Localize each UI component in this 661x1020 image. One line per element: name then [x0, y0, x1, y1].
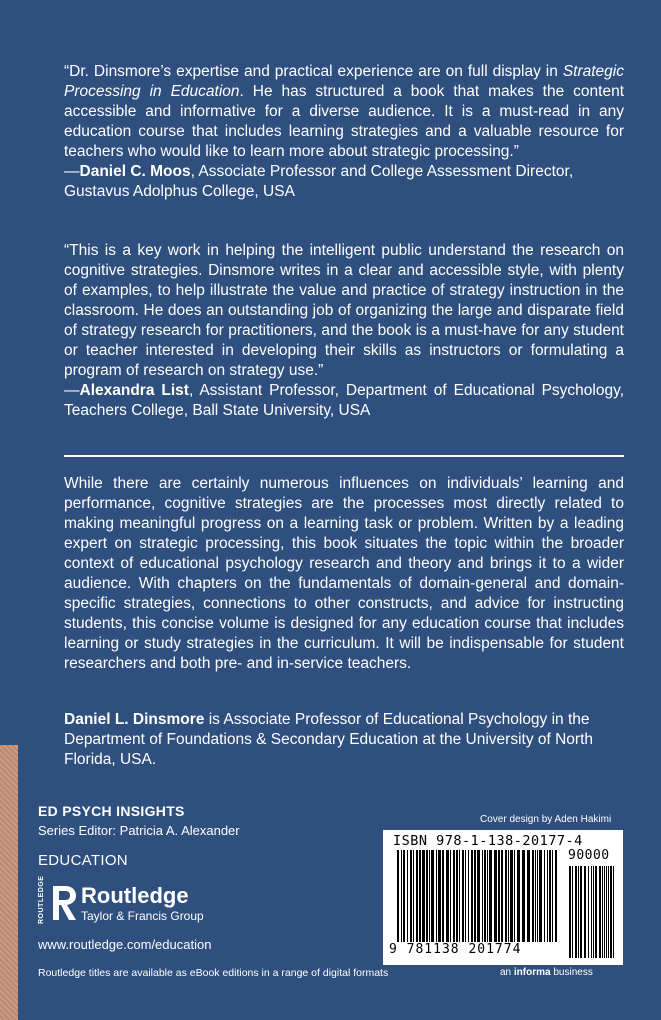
testimonial-moos-attribution: —Daniel C. Moos, Associate Professor and College Assessment Director, Gustavus Adolphus College, USA — [64, 163, 574, 200]
series-info — [38, 803, 240, 838]
subject-category: EDUCATION — [38, 852, 128, 869]
barcode-addon-digits: 90000 — [568, 848, 610, 863]
section-divider — [64, 455, 624, 457]
publisher-vertical-text: ROUTLEDGE — [38, 875, 45, 924]
spine-texture-strip — [0, 745, 18, 1020]
testimonial-list-attribution: —Alexandra List, Assistant Professor, Department of Educational Psychology, Teachers College, Ball State University, USA — [64, 382, 625, 419]
attribution-name: Alexandra List — [79, 382, 189, 399]
testimonial-moos — [64, 62, 624, 202]
testimonial-list-text: “This is a key work in helping the intelligent public understand the research on cognitive strategies. Dinsmore writes in a clear and accessible style, with plenty of examples, to help illustrate the value and practice of strategy instruction in the classroom. He does an outstanding job of organizing the large and disparate field of strategy research for practitioners, and the book is a must-have for any student or teacher interested in developing their skills as instructors or formulating a program of research on strategy use.” — [64, 242, 624, 379]
publisher-website[interactable]: www.routledge.com/education — [38, 937, 212, 952]
attribution-name: Daniel C. Moos — [79, 163, 191, 180]
barcode-digits: 9 781138 201774 — [389, 942, 522, 957]
informa-business-tag: an informa business — [500, 967, 593, 978]
series-editor: Series Editor: Patricia A. Alexander — [38, 823, 240, 838]
publisher-subtitle: Taylor & Francis Group — [81, 909, 204, 923]
ebook-note: Routledge titles are available as eBook editions in a range of digital formats — [38, 967, 389, 979]
isbn-barcode — [383, 830, 623, 965]
testimonial-moos-text: “Dr. Dinsmore’s expertise and practical experience are on full display in Strategic Processing in Education. He has structured a book that makes the content accessible and informative for a diverse audience. It is a must-read in any education course that includes learning strategies and a valuable resource for teachers who would like to learn more about strategic processing.” — [64, 63, 624, 160]
cover-design-credit: Cover design by Aden Hakimi — [480, 814, 612, 825]
book-description: While there are certainly numerous influences on individuals’ learning and performance, cognitive strategies are the processes most directly related to making meaningful progress on a learning task or problem. Written by a leading expert on strategic processing, this book situates the topic within the broader context of educational psychology research and theory and brings it to a wider audience. With chapters on the fundamentals of domain-general and domain-specific strategies, connections to other constructs, and advice for instructing students, this concise volume is designed for any education course that includes learning or study strategies in the curriculum. It will be indispensable for student researchers and both pre- and in-service teachers. — [64, 475, 624, 672]
book-title-italic: Strategic Processing in Education — [64, 63, 624, 100]
author-bio: Daniel L. Dinsmore is Associate Professor of Educational Psychology in the Department of Foundations & Secondary Education at the University of North Florida, USA. — [64, 711, 594, 768]
publisher-name: Routledge — [81, 883, 189, 908]
testimonial-list — [64, 241, 624, 421]
isbn-label: ISBN 978-1-138-20177-4 — [393, 833, 583, 849]
routledge-r-icon — [50, 884, 78, 922]
series-name: ED PSYCH INSIGHTS — [38, 803, 185, 819]
author-name: Daniel L. Dinsmore — [64, 711, 205, 728]
